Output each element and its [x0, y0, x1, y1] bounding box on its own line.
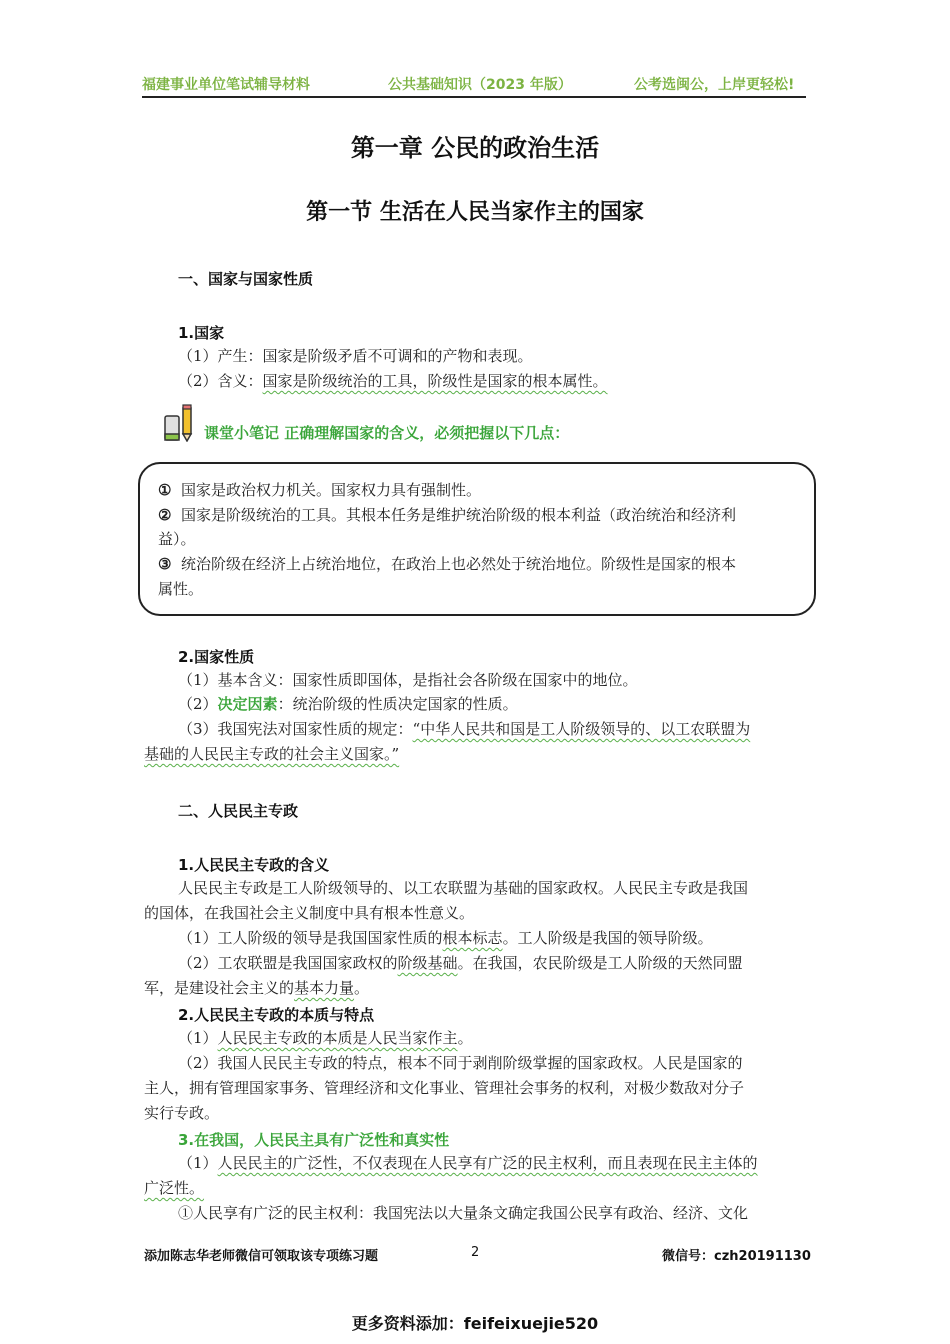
part2-sub1-p3: （2）工农联盟是我国国家政权的阶级基础。在我国，农民阶级是工人阶级的天然同盟 [178, 954, 743, 972]
notebook-pencil-icon [164, 404, 194, 442]
part2-sub1-p1a: 人民民主专政是工人阶级领导的、以工农联盟为基础的国家政权。人民民主专政是我国 [178, 879, 749, 897]
header-left: 福建事业单位笔试辅导材料 [142, 77, 310, 93]
part1-sub2-line2: （2）决定因素：统治阶级的性质决定国家的性质。 [178, 695, 518, 713]
part2-sub1-heading: 1.人民民主专政的含义 [178, 856, 330, 874]
note-item-3: ③ 统治阶级在经济上占统治地位，在政治上也必然处于统治地位。阶级性是国家的根本 [158, 555, 737, 573]
part2-sub1-p1b: 的国体，在我国社会主义制度中具有根本性意义。 [144, 904, 475, 922]
note-item-2-cont: 益）。 [158, 530, 196, 548]
note-title: 课堂小笔记 正确理解国家的含义，必须把握以下几点： [204, 424, 570, 442]
note-item-3-cont: 属性。 [158, 580, 204, 598]
part1-sub2-heading: 2.国家性质 [178, 648, 255, 666]
part1-sub2-line3-cont: 基础的人民民主专政的社会主义国家。” [144, 745, 400, 763]
header-right: 公考选闽公，上岸更轻松! [634, 77, 795, 93]
part2-sub1-p2: （1）工人阶级的领导是我国国家性质的根本标志。工人阶级是我国的领导阶级。 [178, 929, 713, 947]
underlined-definition: 国家是阶级统治的工具，阶级性是国家的根本属性。 [262, 372, 608, 390]
page-number: 2 [471, 1245, 480, 1260]
chapter-title: 第一章 公民的政治生活 [350, 134, 600, 162]
part2-sub1-p3-cont: 军，是建设社会主义的基本力量。 [144, 979, 370, 997]
part1-sub1-line1: （1）产生：国家是阶级矛盾不可调和的产物和表现。 [178, 347, 533, 365]
part2-sub3-p1-cont: 广泛性。 [144, 1179, 205, 1197]
header-center: 公共基础知识（2023 年版） [388, 77, 572, 93]
part2-sub2-p2c: 实行专政。 [144, 1104, 220, 1122]
part1-heading: 一、国家与国家性质 [178, 270, 314, 288]
decisive-factor-label: 决定因素 [217, 695, 278, 713]
part2-sub2-p1: （1）人民民主专政的本质是人民当家作主。 [178, 1029, 473, 1047]
bottom-note: 更多资料添加：feifeixuejie520 [351, 1314, 599, 1333]
part1-sub2-line1: （1）基本含义：国家性质即国体，是指社会各阶级在国家中的地位。 [178, 671, 638, 689]
part2-heading: 二、人民民主专政 [178, 802, 299, 820]
footer-right: 微信号：czh20191130 [662, 1249, 811, 1264]
header-rule [142, 96, 806, 98]
part2-sub3-p1: （1）人民民主的广泛性，不仅表现在人民享有广泛的民主权利，而且表现在民主主体的 [178, 1154, 758, 1172]
part2-sub2-p2a: （2）我国人民民主专政的特点，根本不同于剥削阶级掌握的国家政权。人民是国家的 [178, 1054, 743, 1072]
part2-sub3-p2: ①人民享有广泛的民主权利：我国宪法以大量条文确定我国公民享有政治、经济、文化 [178, 1204, 749, 1222]
part1-sub1-heading: 1.国家 [178, 324, 225, 342]
part2-sub2-p2b: 主人，拥有管理国家事务、管理经济和文化事业、管理社会事务的权利，对极少数敌对分子 [144, 1079, 745, 1097]
note-item-1: ① 国家是政治权力机关。国家权力具有强制性。 [158, 481, 482, 499]
footer-left: 添加陈志华老师微信可领取该专项练习题 [144, 1249, 379, 1264]
part2-sub3-heading: 3.在我国，人民民主具有广泛性和真实性 [178, 1131, 450, 1149]
section-title: 第一节 生活在人民当家作主的国家 [306, 200, 644, 225]
note-item-2: ② 国家是阶级统治的工具。其根本任务是维护统治阶级的根本利益（政治统治和经济利 [158, 506, 737, 524]
part1-sub2-line3: （3）我国宪法对国家性质的规定：“中华人民共和国是工人阶级领导的、以工农联盟为 [178, 720, 751, 738]
part1-sub1-line2: （2）含义：国家是阶级统治的工具，阶级性是国家的根本属性。 [178, 372, 608, 390]
part2-sub2-heading: 2.人民民主专政的本质与特点 [178, 1006, 375, 1024]
